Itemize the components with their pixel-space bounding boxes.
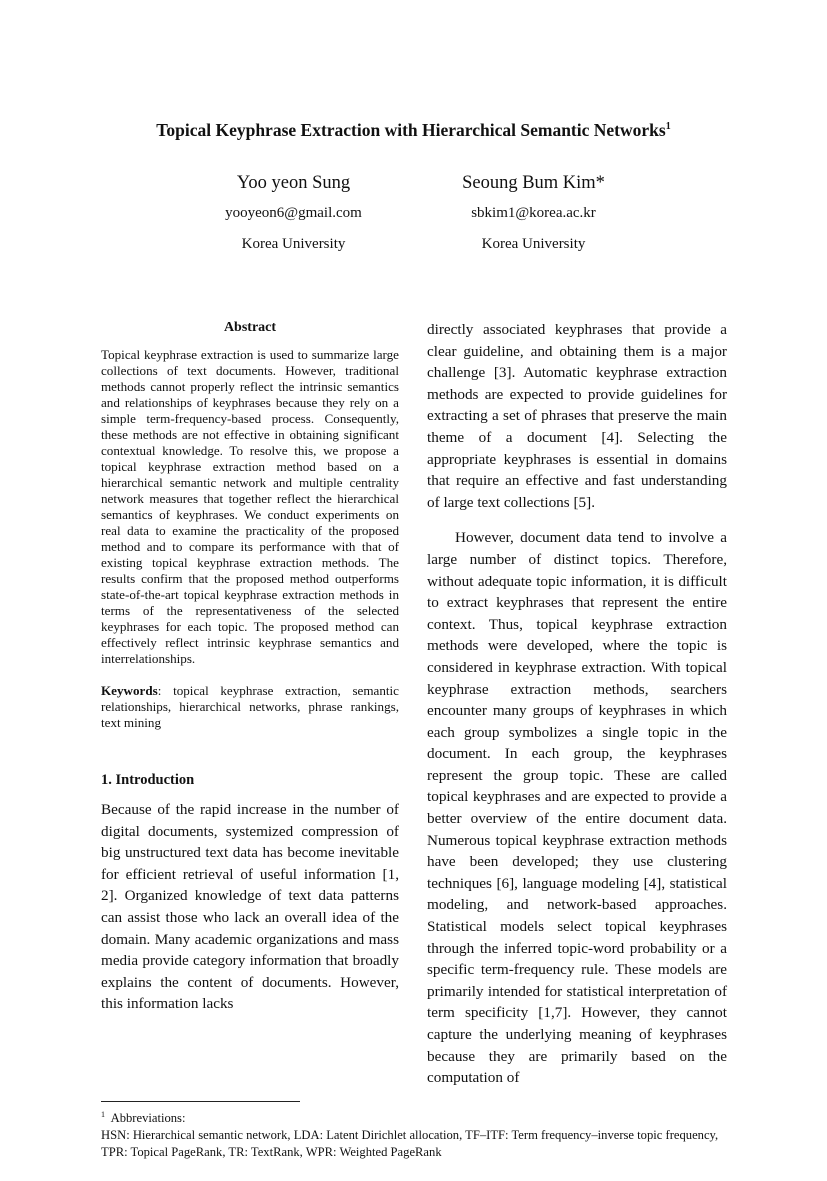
author-1-name: Yoo yeon Sung (236, 173, 351, 193)
title-footnote-mark: 1 (665, 121, 671, 133)
author-block (0, 171, 827, 253)
author-2-email: sbkim1@korea.ac.kr (471, 205, 596, 221)
body-columns (101, 319, 727, 1089)
footnote-divider (101, 1101, 300, 1102)
title-text: Topical Keyphrase Extraction with Hierarchical Semantic Networks (156, 120, 666, 140)
abstract-text: Topical keyphrase extraction is used to summarize large collections of text documents. However, traditional methods cannot properly reflect the intrinsic semantics and relationships of keyphrases because they rely on a simple term-frequency-based process. Consequently, these methods are not effective in obtaining significant contextual knowledge. To resolve this, we propose a topical keyphrase extraction method based on a hierarchical semantic network and multiple centrality network measures that together reflect the hierarchical semantics of keyphrases. We conduct experiments on real data to examine the practicality of the proposed method and to compare its performance with that of existing topical keyphrase extraction methods. The results confirm that the proposed method outperforms state-of-the-art topical keyphrase extraction methods in terms of the representativeness of the selected keyphrases for each topic. The proposed method can effectively reflect intrinsic keyphrase semantics and interrelationships. (101, 347, 399, 666)
keywords (101, 683, 399, 731)
author-1-affiliation: Korea University (241, 236, 346, 252)
author-1 (174, 171, 414, 253)
footnote-mark: 1 (101, 1109, 105, 1119)
author-2-affiliation: Korea University (481, 236, 586, 252)
footnote-label: Abbreviations: (110, 1110, 186, 1125)
paper-title (0, 0, 827, 141)
author-2-name: Seoung Bum Kim* (462, 173, 605, 193)
author-1-email: yooyeon6@gmail.com (225, 205, 362, 221)
abstract-heading: Abstract (223, 320, 277, 335)
introduction-heading: 1. Introduction (101, 772, 195, 788)
left-column (101, 319, 399, 1015)
keywords-label: Keywords (101, 683, 158, 698)
introduction-paragraph-1-continued: directly associated keyphrases that provide a clear guideline, and obtaining them is a major challenge [3]. Automatic keyphrase extraction methods are expected to provide guidelines for extracting a set of phrases that preserve the main theme of a document [4]. Selecting the appropriate keyphrases is essential in domains that require an effective and fast understanding of large text collections [5]. (427, 321, 727, 511)
introduction-paragraph-1: Because of the rapid increase in the number of digital documents, systemized compression of big unstructured text data has become inevitable for efficient retrieval of useful information [1, 2]. Organized knowledge of text data patterns can assist those who lack an overall idea of the domain. Many academic organizations and mass media provide category information that broadly explains the content of documents. However, this information lacks (101, 801, 399, 1013)
keywords-text: : topical keyphrase extraction, semantic relationships, hierarchical networks, phrase rankings, text mining (101, 683, 399, 730)
footnote-text: HSN: Hierarchical semantic network, LDA: Latent Dirichlet allocation, TF–ITF: Term frequency–inverse topic frequency, TPR: Topical PageRank, TR: TextRank, WPR: Weighted PageRank (101, 1127, 719, 1159)
footnote (101, 1110, 731, 1161)
right-column (427, 319, 727, 1089)
introduction-paragraph-2: However, document data tend to involve a large number of distinct topics. Therefore, without adequate topic information, it is difficult to extract keyphrases that represent the entire context. Thus, topical keyphrase extraction methods were developed, where the topic is considered in keyphrase extraction. With topical keyphrase extraction methods, searchers encounter many groups of keyphrases in which each group symbolizes a single topic in the document. In each group, the keyphrases represent the group topic. These are called topical keyphrases and are expected to provide a better overview of the entire document data. Numerous topical keyphrase extraction methods have been developed; they use clustering techniques [6], language modeling [4], statistical modeling, and network-based approaches. Statistical models select topical keyphrases through the inferred topic-word probability or a specific term-frequency rule. These models are primarily intended for statistical interpretation of term specificity [1,7]. However, they cannot capture the underlying meaning of keyphrases because they are primarily based on the computation of (427, 529, 727, 1087)
author-2 (414, 171, 654, 253)
